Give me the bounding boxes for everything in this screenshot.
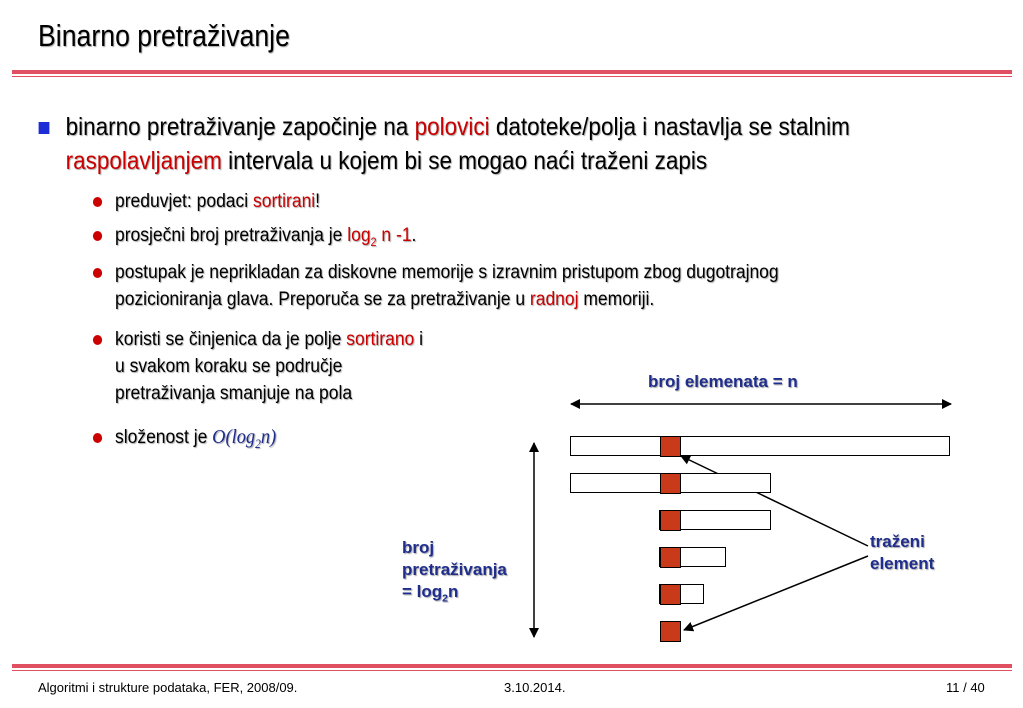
label-target-element: traženi element: [870, 532, 935, 573]
arrow-to-last-cell: [684, 556, 868, 630]
sub3-line2-end: memoriji.: [578, 289, 655, 310]
sub5-text: složenost je: [115, 427, 213, 448]
footer-date: 3.10.2014.: [504, 680, 566, 695]
footer-page-number: 11 / 40: [946, 680, 985, 695]
middle-element-4: [660, 547, 681, 568]
highlight-sortirani: sortirani: [253, 191, 316, 212]
label-element-count: broj elemenata = n: [648, 372, 798, 391]
middle-element-3: [660, 510, 681, 531]
highlight-radnoj: radnoj: [529, 289, 579, 310]
sub4-line3: pretraživanja smanjuje na pola: [115, 383, 353, 404]
label-search-count: broj pretraživanja = $\log_2n$: [402, 538, 507, 605]
sub3-line1: postupak je neprikladan za diskovne memorije s izravnim pristupom zbog dugotrajnog: [115, 262, 779, 283]
middle-element-5: [660, 584, 681, 605]
main-bullet-text-1: binarno pretraživanje započinje na: [65, 113, 415, 141]
highlight-raspolavljanjem: raspolavljanjem: [65, 147, 222, 175]
sub2-text: prosječni broj pretraživanja je: [115, 225, 348, 246]
target-element: [660, 621, 681, 642]
sub2-end: .: [411, 225, 417, 246]
sub4-line1: koristi se činjenica da je polje: [115, 329, 347, 350]
sub1-text: preduvjet: podaci: [115, 191, 253, 212]
main-bullet-text-2: datoteke/polja i nastavlja se stalnim: [489, 113, 850, 141]
footer-divider: [12, 664, 1012, 668]
highlight-log-formula: $\log_2 n$ -1: [347, 225, 412, 249]
slide-title: Binarno pretraživanje: [38, 18, 290, 53]
middle-element-2: [660, 473, 681, 494]
sub4-line2: u svakom koraku se područje: [115, 356, 343, 377]
array-bar-1: [570, 436, 950, 456]
highlight-polovici: polovici: [414, 113, 490, 141]
sub3-line2: pozicioniranja glava. Preporuča se za pretraživanje u: [115, 289, 530, 310]
arrow-to-first-cell: [681, 456, 868, 546]
sub1-end: !: [315, 191, 321, 212]
main-bullet-text-3: intervala u kojem bi se mogao naći traženi zapis: [221, 147, 708, 175]
complexity-formula: $O(\log_2n)$: [212, 426, 277, 451]
highlight-sortirano: sortirano: [346, 329, 415, 350]
footer-divider-thin: [12, 670, 1012, 671]
middle-element-1: [660, 436, 681, 457]
footer-course: Algoritmi i strukture podataka, FER, 2008/09.: [38, 680, 298, 695]
sub4-line1-end: i: [414, 329, 423, 350]
